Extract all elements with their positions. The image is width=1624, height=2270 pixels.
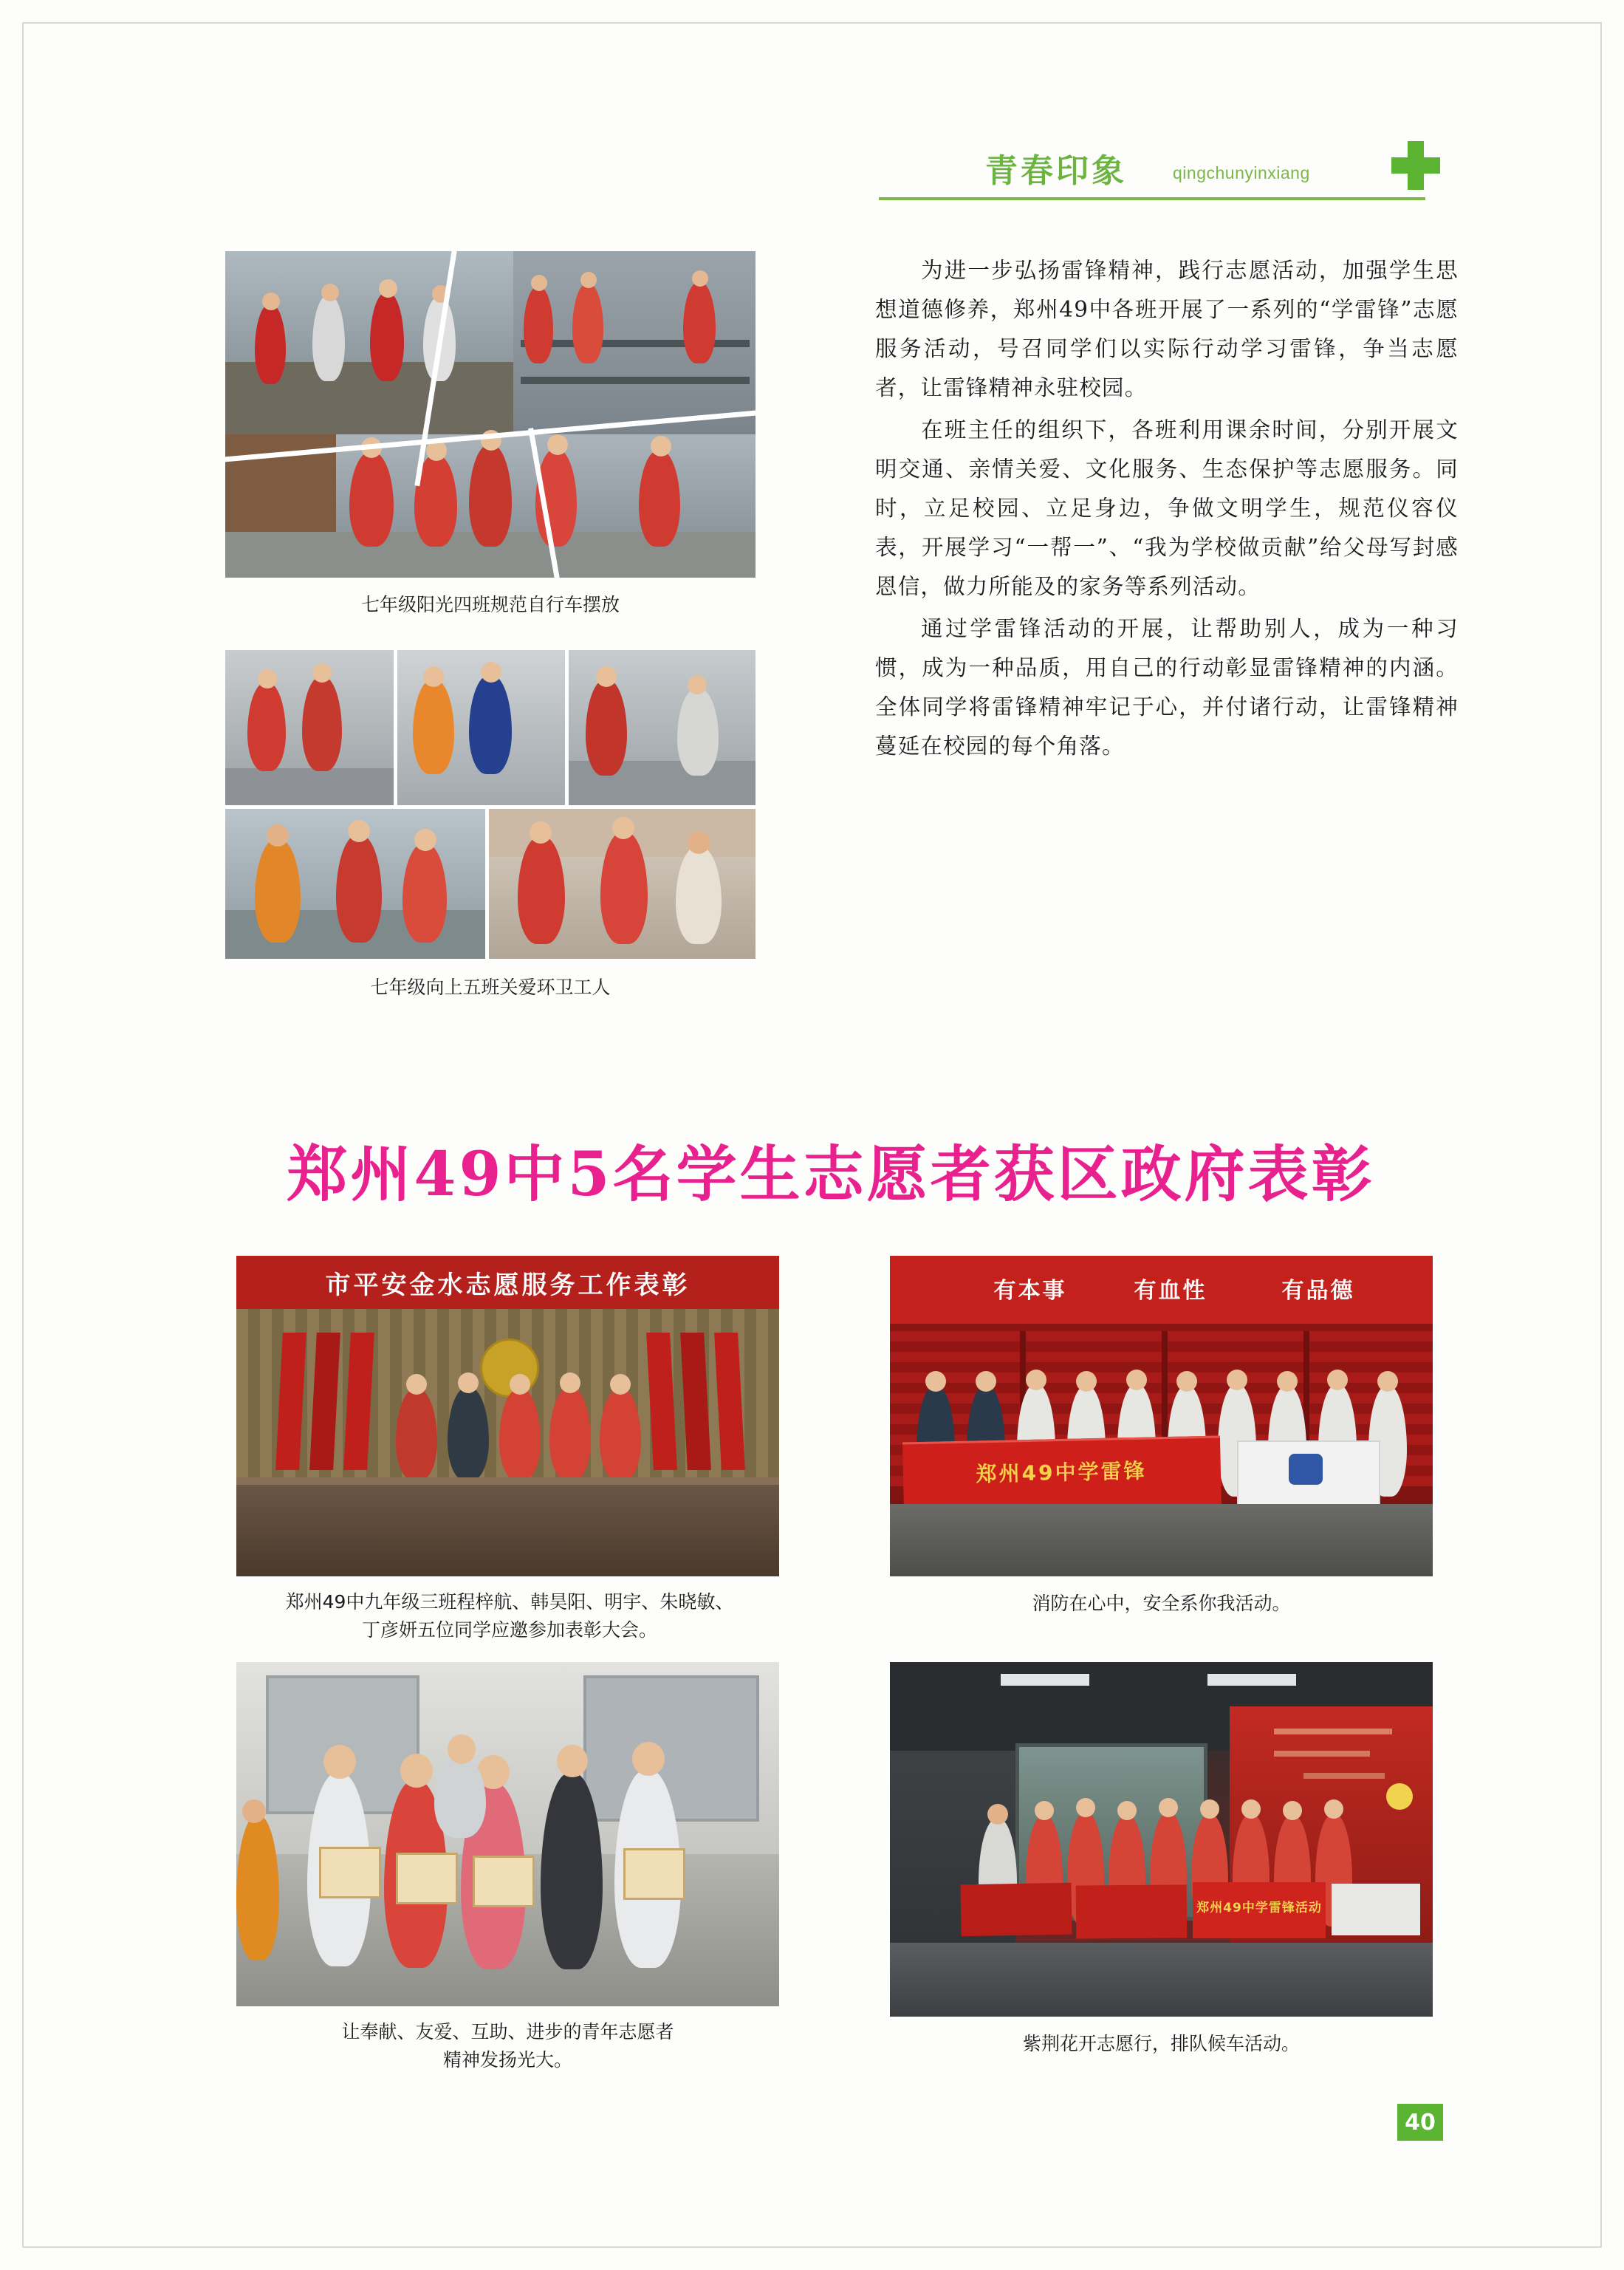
photo-care-sanitation-workers bbox=[225, 650, 756, 959]
green-cross-logo-icon bbox=[1391, 141, 1440, 190]
photo-award-ceremony-caption bbox=[214, 1588, 805, 1644]
wall-slogan: 有品德 bbox=[1281, 1278, 1355, 1304]
photo-certificate-group-caption bbox=[236, 2018, 779, 2074]
caption-line: 郑州49中九年级三班程梓航、韩昊阳、明宇、朱晓敏、 bbox=[285, 1591, 734, 1613]
photo-bike-arrangement-caption: 七年级阳光四班规范自行车摆放 bbox=[360, 594, 620, 615]
wall-slogan: 有本事 bbox=[993, 1278, 1067, 1304]
photo-care-sanitation-workers-caption: 七年级向上五班关爱环卫工人 bbox=[370, 977, 611, 998]
header-title-pinyin: qingchunyinxiang bbox=[1173, 163, 1310, 182]
caption-line: 让奉献、友爱、互助、进步的青年志愿者 bbox=[341, 2021, 674, 2042]
volunteer-banner-text: 郑州49中学雷锋活动 bbox=[1196, 1901, 1322, 1915]
photo-bike-arrangement bbox=[225, 251, 756, 578]
photo-fire-safety-activity-caption: 消防在心中，安全系你我活动。 bbox=[1032, 1593, 1291, 1614]
article-paragraph: 通过学雷锋活动的开展，让帮助别人，成为一种习惯，成为一种品质，用自己的行动彰显雷锋精神的内涵。全体同学将雷锋精神牢记于心，并付诸行动，让雷锋精神蔓延在校园的每个角落。 bbox=[875, 616, 1459, 759]
wall-slogan: 有血性 bbox=[1134, 1278, 1207, 1304]
photo-bauhinia-volunteer-queue bbox=[890, 1662, 1433, 2017]
photo-fire-safety-activity bbox=[890, 1256, 1433, 1576]
award-banner-text: 市平安金水志愿服务工作表彰 bbox=[325, 1270, 691, 1300]
caption-line: 精神发扬光大。 bbox=[442, 2049, 572, 2071]
article-body bbox=[875, 251, 1459, 769]
page-header bbox=[879, 144, 1470, 208]
header-title-cn: 青春印象 bbox=[985, 152, 1127, 190]
feature-title: 郑州49中5名学生志愿者获区政府表彰 bbox=[287, 1139, 1375, 1210]
photo-award-ceremony bbox=[236, 1256, 779, 1576]
photo-bauhinia-volunteer-queue-caption: 紫荆花开志愿行，排队候车活动。 bbox=[1022, 2033, 1300, 2054]
header-rule bbox=[879, 197, 1425, 200]
fire-banner-text: 郑州49中学雷锋 bbox=[976, 1458, 1147, 1487]
page-number: 40 bbox=[1397, 2104, 1443, 2141]
article-paragraph: 在班主任的组织下，各班利用课余时间，分别开展文明交通、亲情关爱、文化服务、生态保护等志愿服务。同时，立足校园、立足身边，争做文明学生，规范仪容仪表，开展学习“一帮一”、“我为学校做贡献”给父母写封感恩信，做力所能及的家务等系列活动。 bbox=[875, 417, 1459, 599]
caption-line: 丁彦妍五位同学应邀参加表彰大会。 bbox=[361, 1619, 657, 1641]
photo-certificate-group bbox=[236, 1662, 779, 2006]
article-paragraph: 为进一步弘扬雷锋精神，践行志愿活动，加强学生思想道德修养，郑州49中各班开展了一系列的“学雷锋”志愿服务活动，号召同学们以实际行动学习雷锋，争当志愿者，让雷锋精神永驻校园。 bbox=[875, 258, 1459, 400]
